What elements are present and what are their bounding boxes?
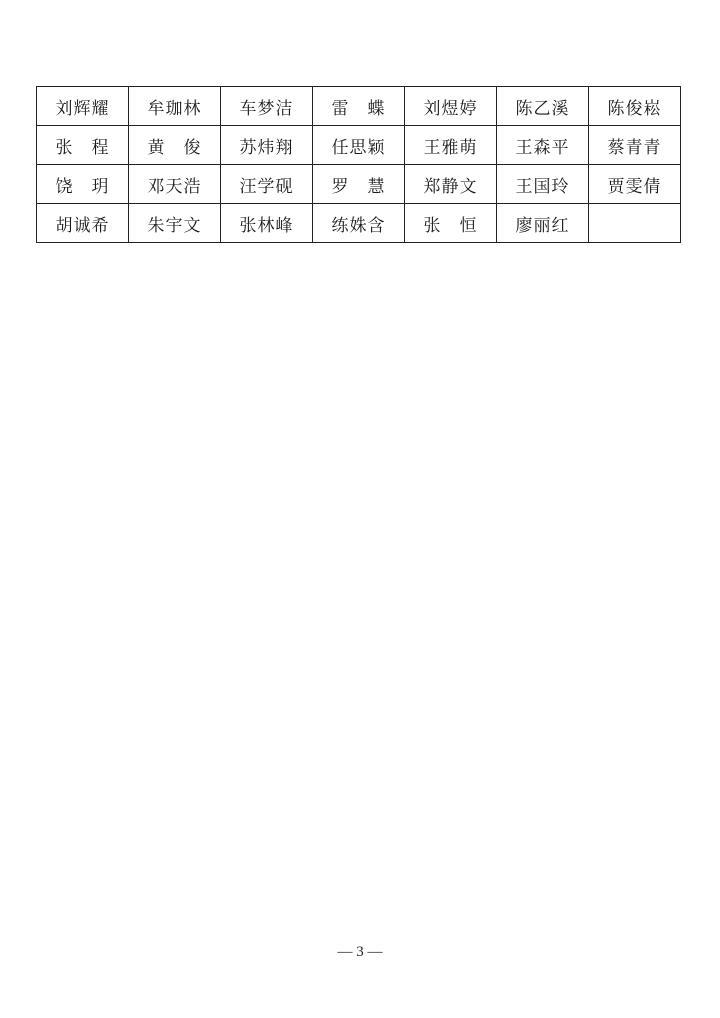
name-cell: 汪学砚 bbox=[221, 165, 313, 204]
name-cell: 苏炜翔 bbox=[221, 126, 313, 165]
name-cell: 雷 蝶 bbox=[313, 87, 405, 126]
name-cell: 练姝含 bbox=[313, 204, 405, 243]
name-cell: 胡诚希 bbox=[37, 204, 129, 243]
name-cell: 张 程 bbox=[37, 126, 129, 165]
name-cell: 刘辉耀 bbox=[37, 87, 129, 126]
name-cell bbox=[589, 204, 681, 243]
name-cell: 罗 慧 bbox=[313, 165, 405, 204]
name-cell: 牟珈林 bbox=[129, 87, 221, 126]
name-cell: 郑静文 bbox=[405, 165, 497, 204]
table-row bbox=[37, 126, 681, 165]
page-number: — 3 — bbox=[337, 944, 383, 960]
name-cell: 蔡青青 bbox=[589, 126, 681, 165]
name-cell: 廖丽红 bbox=[497, 204, 589, 243]
name-roster-table bbox=[36, 86, 681, 243]
roster-table-body bbox=[37, 87, 681, 243]
name-cell: 张 恒 bbox=[405, 204, 497, 243]
name-cell: 车梦洁 bbox=[221, 87, 313, 126]
name-cell: 邓天浩 bbox=[129, 165, 221, 204]
name-cell: 王雅萌 bbox=[405, 126, 497, 165]
name-cell: 饶 玥 bbox=[37, 165, 129, 204]
name-cell: 陈俊崧 bbox=[589, 87, 681, 126]
name-cell: 陈乙溪 bbox=[497, 87, 589, 126]
name-cell: 任思颖 bbox=[313, 126, 405, 165]
name-cell: 贾雯倩 bbox=[589, 165, 681, 204]
name-cell: 黄 俊 bbox=[129, 126, 221, 165]
name-cell: 王国玲 bbox=[497, 165, 589, 204]
name-cell: 张林峰 bbox=[221, 204, 313, 243]
table-row bbox=[37, 87, 681, 126]
table-row bbox=[37, 204, 681, 243]
name-cell: 刘煜婷 bbox=[405, 87, 497, 126]
table-row bbox=[37, 165, 681, 204]
name-cell: 朱宇文 bbox=[129, 204, 221, 243]
name-cell: 王森平 bbox=[497, 126, 589, 165]
